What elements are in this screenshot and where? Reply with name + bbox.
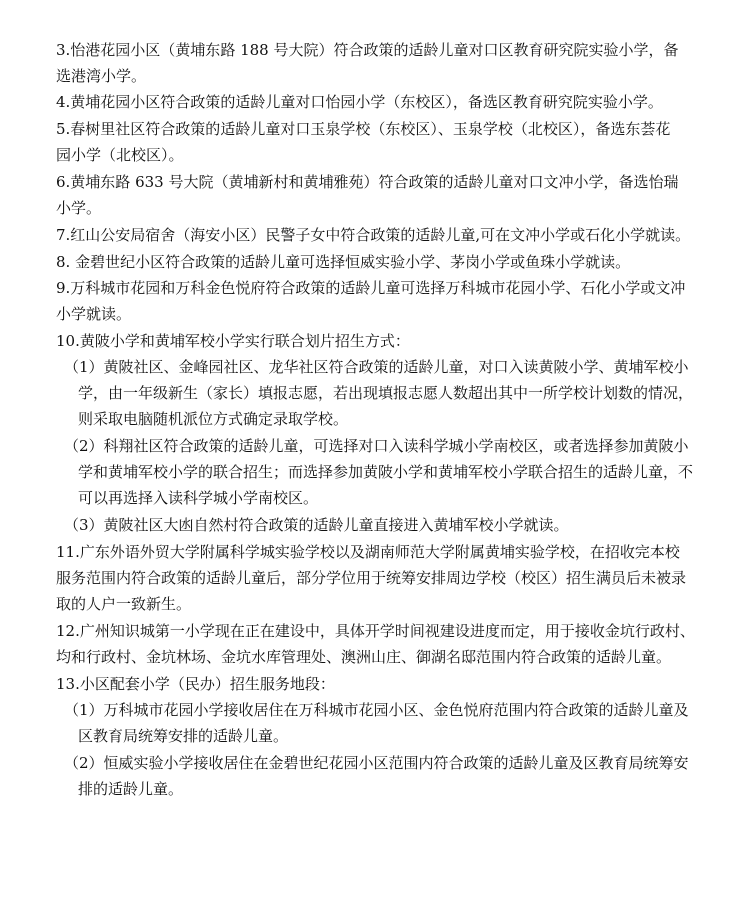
text-line: 6.黄埔东路 633 号大院（黄埔新村和黄埔雅苑）符合政策的适龄儿童对口文冲小学，备选怡瑞	[56, 173, 679, 191]
paragraph-item-13	[56, 671, 708, 697]
paragraph-item-3	[56, 37, 708, 89]
text-line: （3）黄陂社区大凼自然村符合政策的适龄儿童直接进入黄埔军校小学就读。	[64, 516, 569, 534]
paragraph-item-7	[56, 222, 708, 248]
paragraph-item-13-1	[56, 697, 708, 749]
paragraph-item-12	[56, 618, 708, 670]
text-line: 学和黄埔军校小学的联合招生；而选择参加黄陂小学和黄埔军校小学联合招生的适龄儿童，不	[78, 463, 694, 481]
paragraph-item-13-2	[56, 750, 708, 802]
text-line: 小学。	[56, 199, 102, 217]
text-line: 7.红山公安局宿舍（海安小区）民警子女中符合政策的适龄儿童,可在文冲小学或石化小学就读。	[56, 226, 691, 244]
text-line: （1）黄陂社区、金峰园社区、龙华社区符合政策的适龄儿童，对口入读黄陂小学、黄埔军校小	[64, 358, 689, 376]
text-line: （1）万科城市花园小学接收居住在万科城市花园小区、金色悦府范围内符合政策的适龄儿童及	[64, 701, 689, 719]
text-line: 均和行政村、金坑林场、金坑水库管理处、澳洲山庄、御湖名邸范围内符合政策的适龄儿童。	[56, 648, 672, 666]
text-line: 5.春树里社区符合政策的适龄儿童对口玉泉学校（东校区）、玉泉学校（北校区），备选东荟花	[56, 120, 671, 138]
paragraph-item-11	[56, 539, 708, 617]
text-line: （2）恒威实验小学接收居住在金碧世纪花园小区范围内符合政策的适龄儿童及区教育局统筹安	[64, 754, 689, 772]
paragraph-item-6	[56, 169, 708, 221]
text-line: 11.广东外语外贸大学附属科学城实验学校以及湖南师范大学附属黄埔实验学校，在招收完本校	[56, 543, 680, 561]
text-line: 园小学（北校区）。	[56, 146, 184, 164]
paragraph-item-10	[56, 328, 708, 354]
text-line: 区教育局统筹安排的适龄儿童。	[78, 727, 289, 745]
paragraph-item-8	[56, 249, 708, 275]
text-line: 9.万科城市花园和万科金色悦府符合政策的适龄儿童可选择万科城市花园小学、石化小学或文冲	[56, 279, 686, 297]
paragraph-item-10-1	[56, 354, 708, 432]
text-line: 12.广州知识城第一小学现在正在建设中，具体开学时间视建设进度而定，用于接收金坑行政村、	[56, 622, 695, 640]
text-line: 排的适龄儿童。	[78, 780, 184, 798]
text-line: 学，由一年级新生（家长）填报志愿，若出现填报志愿人数超出其中一所学校计划数的情况，	[78, 384, 694, 402]
text-line: 小学就读。	[56, 305, 132, 323]
text-line: 4.黄埔花园小区符合政策的适龄儿童对口怡园小学（东校区），备选区教育研究院实验小学。	[56, 93, 663, 111]
paragraph-item-4	[56, 89, 708, 115]
text-line: 取的人户一致新生。	[56, 595, 192, 613]
paragraph-item-5	[56, 116, 708, 168]
text-line: 可以再选择入读科学城小学南校区。	[78, 489, 319, 507]
text-line: 13.小区配套小学（民办）招生服务地段：	[56, 675, 335, 693]
text-line: （2）科翔社区符合政策的适龄儿童，可选择对口入读科学城小学南校区，或者选择参加黄陂小	[64, 437, 689, 455]
paragraph-item-10-2	[56, 433, 708, 511]
text-line: 10.黄陂小学和黄埔军校小学实行联合划片招生方式：	[56, 332, 410, 350]
text-line: 则采取电脑随机派位方式确定录取学校。	[78, 410, 349, 428]
text-line: 选港湾小学。	[56, 67, 147, 85]
text-line: 服务范围内符合政策的适龄儿童后，部分学位用于统筹安排周边学校（校区）招生满员后未被录	[56, 569, 687, 587]
paragraph-item-9	[56, 275, 708, 327]
text-line: 8. 金碧世纪小区符合政策的适龄儿童可选择恒威实验小学、茅岗小学或鱼珠小学就读。	[56, 253, 631, 271]
text-line: 3.怡港花园小区（黄埔东路 188 号大院）符合政策的适龄儿童对口区教育研究院实验小学，备	[56, 41, 679, 59]
paragraph-item-10-3	[56, 512, 708, 538]
